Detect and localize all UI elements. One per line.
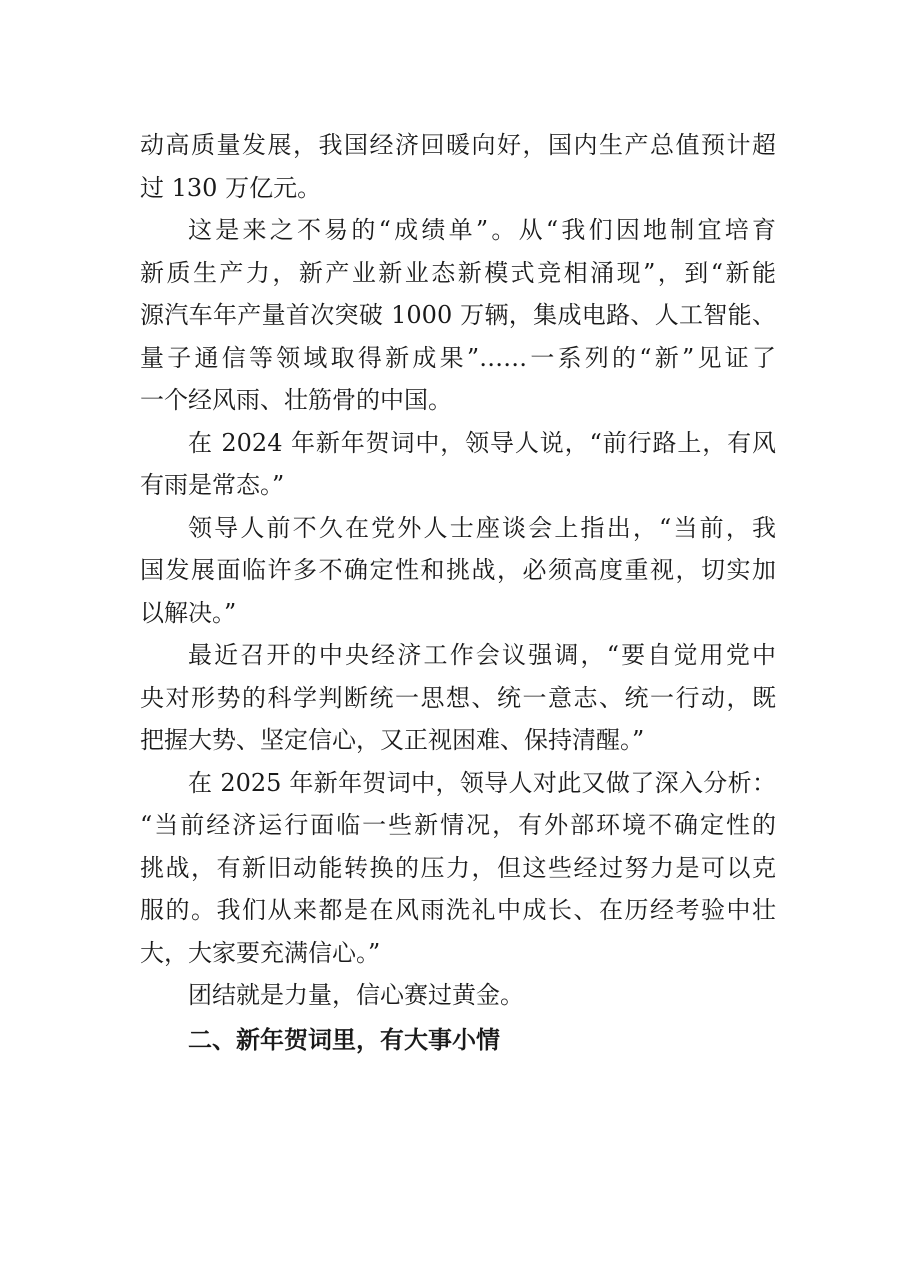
paragraph-line: 大，大家要充满信心。” (140, 938, 381, 967)
section-heading: 二、新年贺词里，有大事小情 (188, 1025, 500, 1054)
paragraph-line: 领导人前不久在党外人士座谈会上指出，“当前，我 (188, 513, 776, 542)
paragraph-line: 一个经风雨、壮筋骨的中国。 (140, 386, 452, 414)
paragraph-line: 团结就是力量，信心赛过黄金。 (188, 981, 524, 1009)
paragraph-line: 在 2025 年新年贺词中，领导人对此又做了深入分析： (188, 768, 776, 797)
paragraph-line: 动高质量发展，我国经济回暖向好，国内生产总值预计超 (140, 131, 776, 159)
paragraph-line: “当前经济运行面临一些新情况，有外部环境不确定性的 (140, 811, 776, 839)
paragraph-line: 服的。我们从来都是在风雨洗礼中成长、在历经考验中壮 (140, 896, 776, 924)
paragraph-line: 挑战，有新旧动能转换的压力，但这些经过努力是可以克 (140, 853, 776, 882)
paragraph-line: 央对形势的科学判断统一思想、统一意志、统一行动，既 (140, 683, 776, 712)
document-body (140, 124, 776, 1061)
paragraph-line: 新质生产力，新产业新业态新模式竞相涌现”，到“新能 (140, 258, 776, 287)
paragraph-line: 过 130 万亿元。 (140, 173, 322, 202)
paragraph-line: 把握大势、坚定信心，又正视困难、保持清醒。” (140, 726, 645, 754)
paragraph-line: 量子通信等领域取得新成果”……一系列的“新”见证了 (140, 343, 776, 372)
paragraph-line: 在 2024 年新年贺词中，领导人说，“前行路上，有风 (188, 428, 776, 457)
paragraph-line: 最近召开的中央经济工作会议强调，“要自觉用党中 (188, 641, 776, 669)
paragraph-line: 这是来之不易的“成绩单”。从“我们因地制宜培育 (188, 216, 776, 244)
paragraph-line: 源汽车年产量首次突破 1000 万辆，集成电路、人工智能、 (140, 301, 776, 329)
paragraph-line: 有雨是常态。” (140, 471, 285, 499)
paragraph-line: 国发展面临许多不确定性和挑战，必须高度重视，切实加 (140, 556, 776, 584)
paragraph-line: 以解决。” (140, 598, 237, 627)
